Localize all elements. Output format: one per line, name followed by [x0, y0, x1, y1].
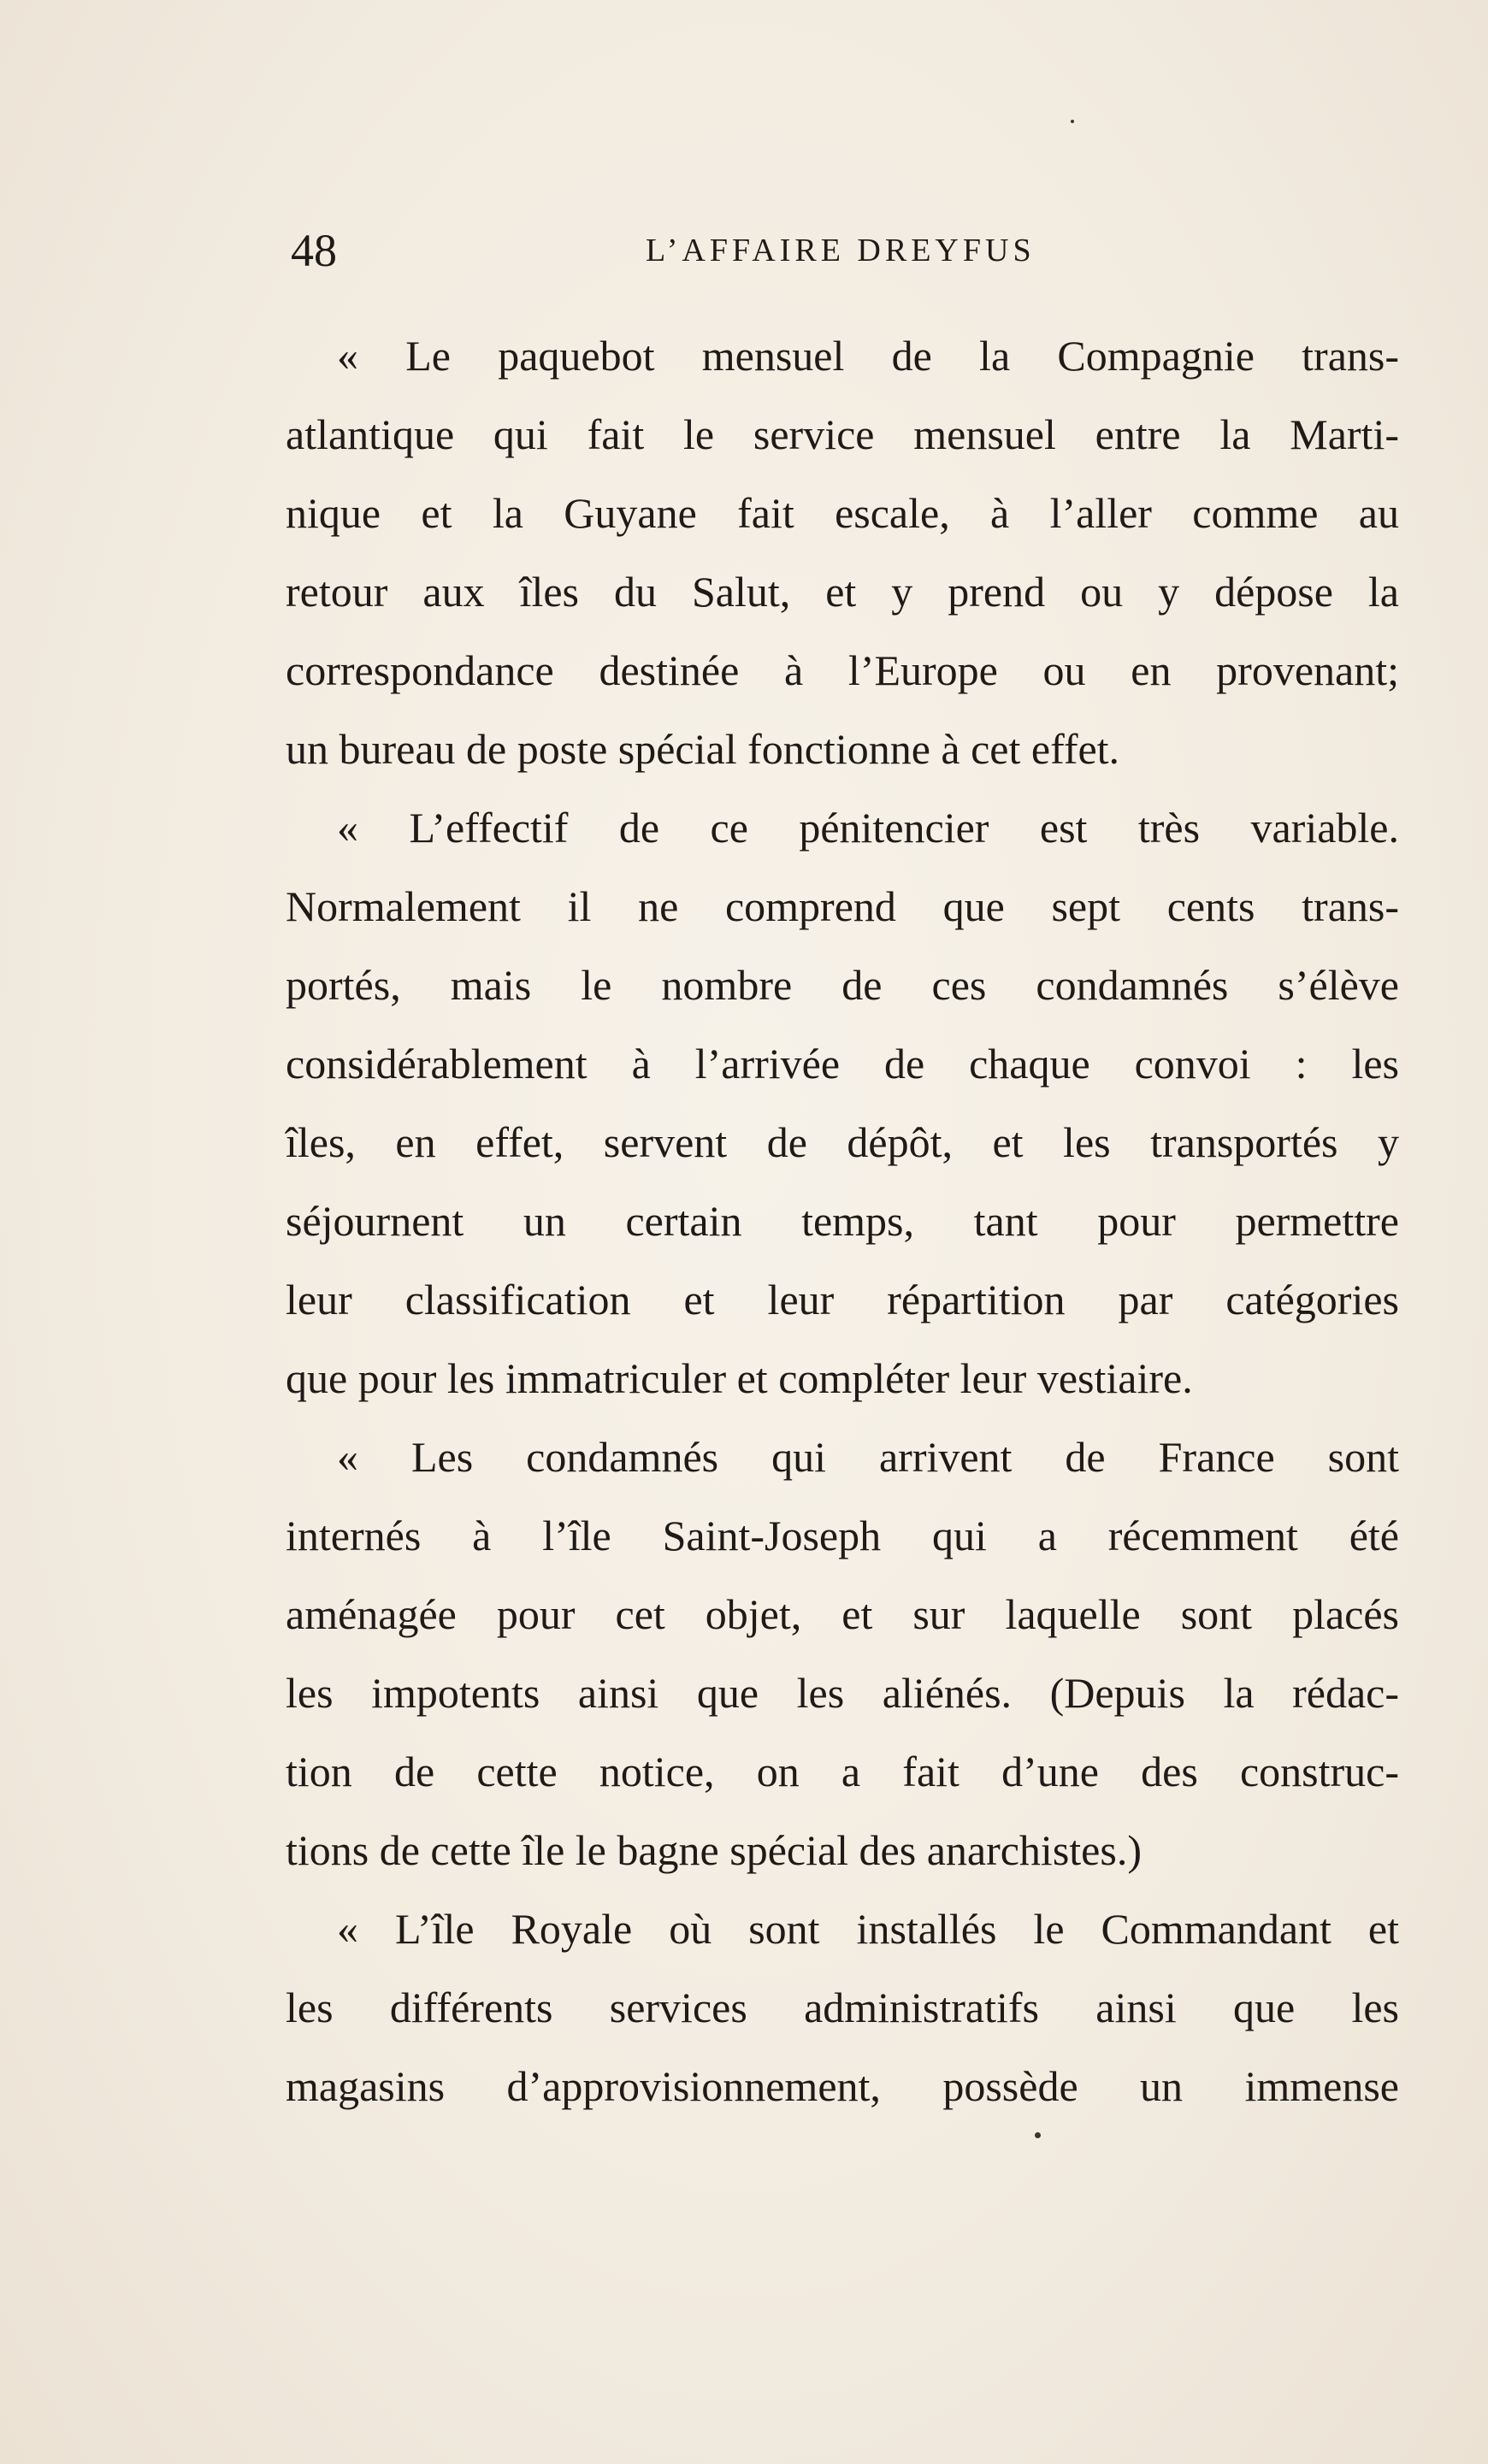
text-line: tion de cette notice, on a fait d’une des construc-	[286, 1748, 1399, 1795]
text-line: correspondance destinée à l’Europe ou en provenant;	[286, 646, 1399, 694]
text-line: internés à l’île Saint-Joseph qui a récemment été	[286, 1512, 1399, 1559]
text-line: îles, en effet, servent de dépôt, et les transportés y	[286, 1118, 1399, 1166]
text-line: que pour les immatriculer et compléter leur vestiaire.	[286, 1354, 1193, 1402]
text-line: atlantique qui fait le service mensuel entre la Marti-	[286, 410, 1399, 458]
text-line: « Le paquebot mensuel de la Compagnie trans-	[337, 332, 1399, 380]
text-line: leur classification et leur répartition par catégories	[286, 1276, 1399, 1323]
text-line: aménagée pour cet objet, et sur laquelle sont placés	[286, 1590, 1399, 1638]
text-line: « Les condamnés qui arrivent de France sont	[337, 1433, 1399, 1481]
body-text	[286, 316, 1399, 2125]
text-line: « L’effectif de ce pénitencier est très variable.	[337, 804, 1399, 852]
text-line: « L’île Royale où sont installés le Commandant et	[337, 1905, 1399, 1953]
text-line: nique et la Guyane fait escale, à l’aller comme au	[286, 489, 1399, 537]
text-line: retour aux îles du Salut, et y prend ou y dépose la	[286, 568, 1399, 616]
text-line: un bureau de poste spécial fonctionne à cet effet.	[286, 725, 1120, 773]
ink-speck	[1035, 2132, 1041, 2138]
text-line: Normalement il ne comprend que sept cents trans-	[286, 882, 1399, 930]
running-title: L’AFFAIRE DREYFUS	[646, 233, 1036, 268]
ink-speck	[1071, 120, 1074, 123]
page-number: 48	[291, 225, 337, 276]
text-line: tions de cette île le bagne spécial des anarchistes.)	[286, 1826, 1142, 1874]
text-line: les différents services administratifs ainsi que les	[286, 1984, 1399, 2031]
text-line: séjournent un certain temps, tant pour permettre	[286, 1197, 1399, 1245]
text-line: considérablement à l’arrivée de chaque convoi : les	[286, 1040, 1399, 1088]
text-line: magasins d’approvisionnement, possède un immense	[286, 2062, 1399, 2110]
text-line: portés, mais le nombre de ces condamnés s’élève	[286, 961, 1399, 1009]
text-line: les impotents ainsi que les aliénés. (Depuis la rédac-	[286, 1669, 1399, 1717]
page-header	[291, 221, 1402, 280]
